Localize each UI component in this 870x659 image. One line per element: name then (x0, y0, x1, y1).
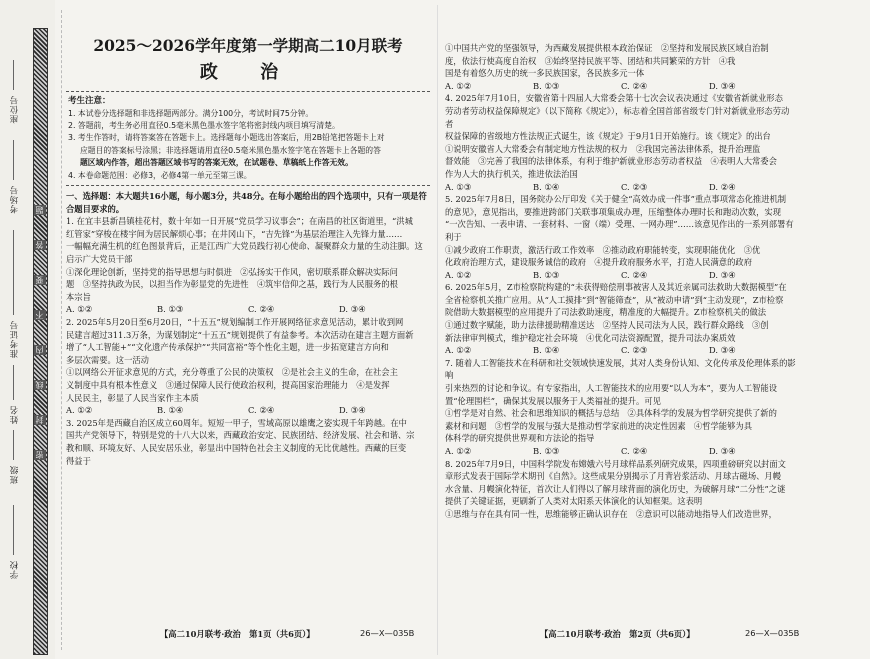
q6-choices (445, 344, 797, 357)
name-label: 姓名 (10, 405, 20, 424)
ticket-number-label: 准考证号 (10, 320, 20, 358)
q4-line: 权益保障的省级地方性法规正式诞生，该《规定》于9月1日开始施行。该《规定》的出台 (445, 131, 771, 142)
left-column (66, 0, 430, 467)
q8-line: 提供了关键证据，更刷新了人类对太阳系天体演化的认知框架。这表明 (445, 496, 703, 507)
column-divider (437, 5, 438, 655)
school-line (13, 505, 14, 555)
choice-d[interactable]: D. ③④ (339, 405, 366, 416)
notice-item: 应题目的答案标号涂黑；非选择题请用直径0.5毫米黑色墨水签字笔在答题卡上各题的答 (80, 145, 381, 155)
q1-line: 一幅幅充满生机的红色图景背后，正是江西广大党员践行初心使命、凝聚群众力量的生动注脚。这 (66, 241, 423, 252)
choice-c[interactable]: C. ②④ (621, 269, 648, 280)
q4-line: 4. 2025年7月10日，安徽省第十四届人大常委会第十七次会议表决通过《安徽省新就业形态 (445, 93, 783, 104)
q6-option-line: 新法律审判模式，维护稳定社会环境 ④优化司法资源配置，提升司法办案质效 (445, 332, 736, 343)
q5-choices (445, 269, 797, 282)
question-8 (445, 458, 797, 521)
q5-option-line: 化政府治理方式，建设服务诚信的政府 ④提升政府服务水平，打造人民满意的政府 (445, 257, 752, 268)
q5-option-line: ①减少政府工作职责，激活行政工作效率 ②推动政府职能转变，实现职能优化 ③优 (445, 244, 761, 255)
q1-line: 1. 在宜丰县新昌镇桂花村，数十年如一日开展“党员学习议事会”；在南昌的社区街道里，“洪城 (66, 216, 413, 227)
notice-item: 4. 本卷命题范围：必修3，必修4第一单元至第三课。 (68, 170, 252, 180)
seat-number-label: 座位号 (10, 95, 20, 124)
choice-c[interactable]: C. ②④ (248, 405, 275, 416)
q1-choices (66, 303, 430, 316)
q2-line: 民建言超过311.3万条，为谋划制定“十五五”规划提供了有益参考。本次活动在建言主题方面新 (66, 329, 414, 340)
exam-room-label: 考场号 (10, 185, 20, 214)
binding-margin (0, 0, 55, 659)
q1-line: 红管家”穿梭在楼宇间为居民解烦心事；在井冈山下，“吉先锋”为基层治理注入先锋力量…… (66, 228, 403, 239)
notice-item: 1. 本试卷分选择题和非选择题两部分。满分100分，考试时间75分钟。 (68, 108, 314, 118)
cut-line (61, 10, 62, 650)
seal-char: 要 (35, 276, 44, 284)
q3-option-line: ①中国共产党的坚强领导，为西藏发展提供根本政治保证 ②坚持和发展民族区域自治制 (445, 43, 769, 53)
q7-line: 置“伦理围栏”，确保其发展以服务于人类福祉的提升。可见 (445, 395, 661, 406)
q6-option-line: ①通过数字赋能，助力法律援助精准送达 ②坚持人民司法为人民，践行群众路线 ③创 (445, 320, 769, 331)
q7-line: 7. 随着人工智能技术在科研和社交领域快速发展，其对人类身份认知、文化传承及伦理体系的影响 (445, 357, 796, 381)
choice-b[interactable]: B. ①④ (157, 405, 184, 416)
seal-char: 题 (35, 206, 44, 214)
choice-d[interactable]: D. ③④ (709, 345, 736, 356)
choice-a[interactable]: A. ①② (445, 269, 472, 280)
q5-line: “一次告知、一表申请、一套材料、一窗（端）受理、一网办理”……该意见作出的一系列部署有 (445, 219, 794, 230)
q5-line: 利于 (445, 231, 462, 242)
choice-b[interactable]: B. ①③ (533, 269, 560, 280)
q6-line: 全省检察机关推广应用。从“人工摸排”到“智能筛查”，从“被动申请”到“主动发现”，Z市检察 (445, 294, 784, 305)
seal-char: 不 (35, 311, 44, 319)
choice-b[interactable]: B. ①③ (533, 80, 560, 91)
q1-option-line: 题 ③坚持执政为民，以担当作为彰显党的先进性 ④筑牢信仰之基，践行为人民服务的根 (66, 279, 398, 290)
choice-c[interactable]: C. ②③ (621, 181, 648, 192)
section-heading: 一、选择题：本大题共16小题，每小题3分，共48分。在每小题给出的四个选项中，只有一项是符合题目要求的。 (66, 191, 427, 214)
question-4 (445, 92, 797, 193)
choice-d[interactable]: D. ②④ (709, 181, 736, 192)
choice-c[interactable]: C. ②④ (248, 304, 275, 315)
seal-strip (33, 28, 48, 655)
left-page-footer (160, 628, 315, 640)
q1-line: 启示广大党员干部 (66, 254, 133, 264)
question-3 (66, 417, 430, 467)
paper-code: 26—X—035B (745, 628, 800, 638)
choice-b[interactable]: B. ①③ (157, 304, 184, 315)
q8-line: 水含量、月幔演化特征，首次让人们得以了解月球背面的演化历史，为破解月球“二分性”之谜 (445, 483, 786, 494)
choice-a[interactable]: A. ①② (445, 80, 472, 91)
right-column (445, 42, 797, 521)
exam-title: 2025～2026学年度第一学期高二10月联考 (93, 36, 403, 55)
q1-option-line: ①深化理论创新，坚持党的指导思想与时俱进 ②弘扬实干作风，密切联系群众解决实际问 (66, 266, 398, 277)
choice-d[interactable]: D. ③④ (709, 446, 736, 456)
q2-choices (66, 404, 430, 417)
choice-a[interactable]: A. ①② (66, 405, 93, 416)
page-label: 【高二10月联考·政治 第1页（共6页）】 (160, 629, 315, 639)
notice-heading: 考生注意： (68, 96, 111, 107)
q4-choices (445, 181, 797, 194)
q2-line: 2. 2025年5月20日至6月20日，“十五五”规划编制工作开展网络征求意见活动，累计收到网 (66, 316, 404, 327)
q4-option-line: 作为人大的执行机关，推进依法治国 (445, 168, 578, 179)
q1-option-line: 本宗旨 (66, 291, 91, 302)
q2-option-line: 义制度中具有根本性意义 ③通过保障人民行使政治权利，提高国家治理能力 ④是发挥 (66, 379, 390, 390)
choice-d[interactable]: D. ③④ (339, 304, 366, 315)
seal-char: 内 (35, 346, 44, 354)
notice-box (66, 92, 430, 185)
subject-title: 政 治 (199, 61, 297, 83)
q3-line: 教和顺、环境友好、人民安居乐业，彰显出中国特色社会主义制度的无比优越性。西藏的巨变 (66, 442, 407, 453)
choice-d[interactable]: D. ③④ (709, 80, 736, 91)
q2-line: 增了“人工智能+”“文化遗产传承保护”“共同富裕”等个性化主题，进一步拓宽建言方向和 (66, 342, 389, 353)
seal-char: 线 (35, 381, 44, 389)
choice-b[interactable]: B. ①④ (533, 345, 560, 356)
school-label: 学校 (10, 560, 20, 579)
choice-d[interactable]: D. ③④ (709, 269, 736, 280)
notice-item: 题区域内作答，超出答题区域书写的答案无效，在试题卷、草稿纸上作答无效。 (80, 158, 353, 168)
q8-line: 章形式发表于国际学术期刊《自然》。这些成果分别揭示了月背岩浆活动、月球古磁场、月幔 (445, 471, 782, 482)
q7-choices (445, 445, 797, 458)
ticket-number-line (13, 230, 14, 315)
left-page-code (360, 628, 414, 638)
q6-line: 6. 2025年5月，Z市检察院构建的“未获得赔偿刑事被害人及其近亲属司法救助大数据模型”在 (445, 282, 787, 293)
question-3-options (445, 42, 797, 92)
q7-option-line: ①哲学是对自然、社会和思维知识的概括与总结 ②具体科学的发展为哲学研究提供了新的 (445, 408, 777, 419)
question-2 (66, 316, 430, 417)
class-line (13, 430, 14, 460)
question-7 (445, 357, 797, 458)
q4-option-line: 督效能 ③完善了我国的法律体系，有利于维护新就业形态劳动者权益 ④表明人大常委会 (445, 156, 777, 167)
question-5 (445, 193, 797, 281)
right-page-code (745, 628, 799, 638)
q2-option-line: 人民民主，彰显了人民当家作主本质 (66, 392, 199, 403)
page-label: 【高二10月联考·政治 第2页（共6页）】 (540, 629, 695, 639)
seal-char: 答 (35, 241, 44, 249)
right-page-footer (540, 628, 695, 640)
seal-char: 封 (35, 416, 44, 424)
name-line (13, 365, 14, 400)
notice-item: 3. 考生作答时，请将答案答在答题卡上。选择题每小题选出答案后，用2B铅笔把答题卡上对 (68, 133, 385, 143)
q5-line: 的意见》，意见指出，要推进跨部门关联事项集成办理，压缩整体办理时长和跑动次数，实现 (445, 206, 782, 217)
q3-line: 3. 2025年是西藏自治区成立60周年。短短一甲子，雪域高原以雄鹰之姿实现千年跨越。在中 (66, 417, 407, 428)
q3-line: 得益于 (66, 455, 91, 466)
choice-b[interactable]: B. ①④ (533, 181, 560, 192)
q7-line: 引来热烈的讨论和争议。有专家指出，人工智能技术的应用要“以人为本”，要为人工智能设 (445, 383, 778, 394)
choice-c[interactable]: C. ②④ (621, 446, 648, 456)
choice-c[interactable]: C. ②③ (621, 345, 648, 356)
choice-a[interactable]: A. ①③ (445, 181, 472, 192)
q6-line: 院借助大数据模型的应用提升了司法救助速度，精准度的大幅提升。Z市检察机关的做法 (445, 307, 767, 318)
q3-line: 国共产党领导下，特别是党的十八大以来，西藏政治安定、民族团结、经济发展、社会和谐、宗 (66, 430, 415, 441)
class-label: 班级 (10, 465, 20, 484)
choice-a[interactable]: A. ①② (445, 446, 472, 456)
notice-item: 2. 答题前，考生务必用直径0.5毫米黑色墨水签字笔将密封线内项目填写清楚。 (68, 121, 340, 130)
q7-option-line: 素材和问题 ③哲学的发展与强大是推动哲学家前进的决定性因素 ④哲学能够为具 (445, 420, 752, 431)
seal-char: 密 (35, 451, 44, 459)
question-1 (66, 215, 430, 316)
choice-c[interactable]: C. ②④ (621, 80, 648, 91)
q5-line: 5. 2025年7月8日，国务院办公厅印发《关于健全“高效办成一件事”重点事项常态化推进机制 (445, 194, 787, 205)
choice-a[interactable]: A. ①② (66, 304, 93, 315)
q3-choices (445, 80, 797, 93)
q2-line: 多层次需要。这一活动 (66, 354, 149, 365)
q3-option-line: 国是有着悠久历史的统一多民族国家，各民族多元一体 (445, 68, 645, 79)
paper-code: 26—X—035B (360, 628, 415, 638)
choice-b[interactable]: B. ①③ (533, 446, 560, 456)
q3-option-line: 度，依法行使高度自治权 ③始终坚持民族平等、团结和共同繁荣的方针 ④我 (445, 55, 736, 66)
choice-a[interactable]: A. ①② (445, 345, 472, 356)
q4-option-line: ①说明安徽省人大常委会有制定地方性法规的权力 ②我国完善法律体系，提升治理监 (445, 143, 761, 154)
q4-line: 劳动者劳动权益保障规定》（以下简称《规定》），标志着全国首部省级专门针对新就业形态劳动者 (445, 105, 790, 129)
q8-line: 8. 2025年7月9日，中国科学院发布嫦娥六号月球样品系列研究成果，四项重磅研究以封面文 (445, 458, 786, 469)
q2-option-line: ①以网络公开征求意见的方式，充分尊重了公民的决策权 ②是社会主义的生命，在社会主 (66, 367, 398, 378)
q7-option-line: 体科学的研究提供世界观和方法论的指导 (445, 433, 595, 444)
question-6 (445, 281, 797, 357)
q8-option-line: ①思维与存在具有同一性，思维能够正确认识存在 ②意识可以能动地指导人们改造世界， (445, 508, 777, 519)
seat-number-line (13, 60, 14, 90)
exam-room-line (13, 140, 14, 180)
